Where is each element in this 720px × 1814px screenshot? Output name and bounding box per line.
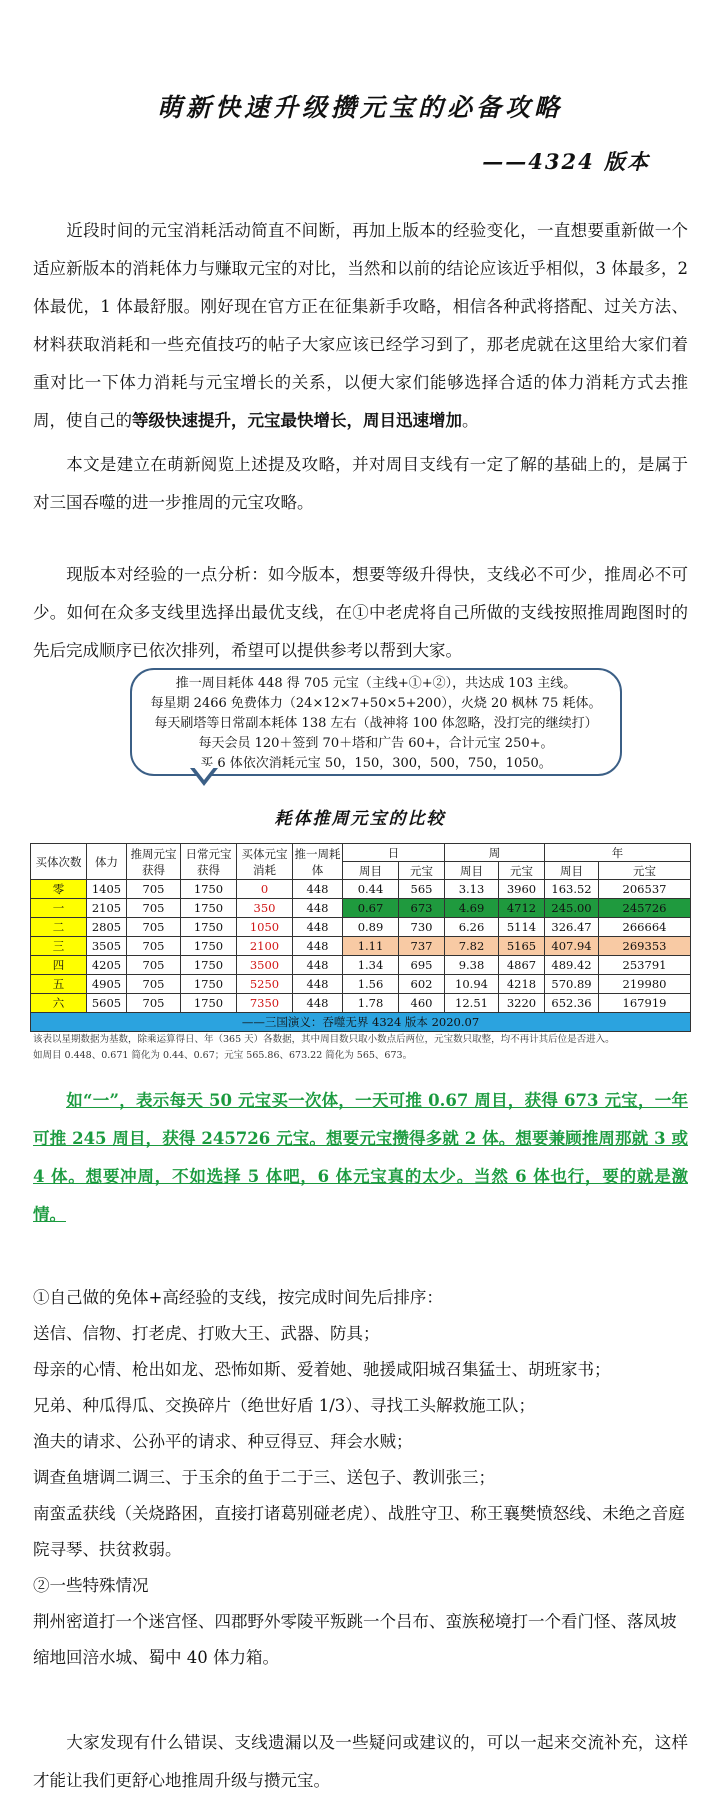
table-cell-d_y: 730 [399,918,445,937]
table-cell-d_c: 1.34 [343,956,399,975]
table-cell-y_y: 206537 [599,880,691,899]
table-cell-w_c: 7.82 [445,937,499,956]
table-cell-buy: 零 [31,880,87,899]
table-cell-d_c: 0.89 [343,918,399,937]
intro-paragraph-2: 本文是建立在萌新阅览上述提及攻略，并对周目支线有一定了解的基础上的，是属于对三国吞噬的进一步推周的元宝攻略。 [33,455,688,512]
table-row [31,975,691,994]
header-daily-gain: 日常元宝获得 [181,844,237,880]
table-cell-stamina: 2105 [87,899,127,918]
list-item: 送信、信物、打老虎、打败大王、武器、防具； [33,1324,380,1343]
intro-paragraph-1: 近段时间的元宝消耗活动简直不间断，再加上版本的经验变化，一直想要重新做一个适应新版本的消耗体力与赚取元宝的对比，当然和以前的结论应该近乎相似，3 体最多，2 体最优，1 体最舒服。刚好现在官方正在征集新手攻略，相信各种武将搭配、过关方法、材料获取消耗和一些充值技巧的帖子大家应该已经学习到了，那老虎就在这里给大家们着重对比一下体力消耗与元宝增长的关系，以便大家们能够选择合适的体力消耗方式去推周，使自己的等级快速提升，元宝最快增长，周目迅速增加。 [33,221,688,430]
table-cell-stamina: 4905 [87,975,127,994]
table-cell-w_c: 10.94 [445,975,499,994]
table-cell-y_c: 652.36 [545,994,599,1013]
table-cell-d_y: 737 [399,937,445,956]
table-cell-daily: 1750 [181,880,237,899]
table-cell-w_y: 4867 [499,956,545,975]
table-row [31,994,691,1013]
list-item: 南蛮孟获线（关烧路困，直接打诸葛别碰老虎）、战胜守卫、称王襄樊愤怒线、未绝之音庭院寻琴、扶贫救弱。 [33,1504,685,1559]
page-title: 萌新快速升级攒元宝的必备攻略 [156,93,563,122]
table-row [31,918,691,937]
header-day: 日 [343,844,445,862]
table-cell-stamina: 3505 [87,937,127,956]
table-cell-push: 705 [127,994,181,1013]
table-cell-push_st: 448 [293,994,343,1013]
table-cell-d_c: 0.67 [343,899,399,918]
note-line: 每天会员 120＋签到 70＋塔和广告 60+，合计元宝 250+。 [198,736,554,751]
table-cell-cost: 0 [237,880,293,899]
table-cell-w_y: 5165 [499,937,545,956]
table-cell-push: 705 [127,899,181,918]
table-cell-y_y: 269353 [599,937,691,956]
table-cell-push_st: 448 [293,975,343,994]
table-cell-d_y: 460 [399,994,445,1013]
header-buy-cost: 买体元宝消耗 [237,844,293,880]
table-cell-w_y: 4218 [499,975,545,994]
table-cell-w_y: 3220 [499,994,545,1013]
table-cell-d_y: 602 [399,975,445,994]
table-cell-w_c: 12.51 [445,994,499,1013]
table-cell-y_c: 245.00 [545,899,599,918]
table-cell-push_st: 448 [293,899,343,918]
table-cell-push_st: 448 [293,937,343,956]
table-cell-cost: 5250 [237,975,293,994]
comparison-table [30,843,691,1032]
table-cell-daily: 1750 [181,975,237,994]
table-cell-y_y: 266664 [599,918,691,937]
subheader-day-yuanbao: 元宝 [399,862,445,880]
subheader-week-yuanbao: 元宝 [499,862,545,880]
table-cell-stamina: 4205 [87,956,127,975]
header-push-gain: 推周元宝获得 [127,844,181,880]
table-cell-daily: 1750 [181,899,237,918]
table-cell-daily: 1750 [181,918,237,937]
table-row [31,880,691,899]
table-cell-y_c: 163.52 [545,880,599,899]
list-item: 兄弟、种瓜得瓜、交换碎片（绝世好盾 1/3）、寻找工头解救施工队； [33,1396,536,1415]
table-cell-cost: 2100 [237,937,293,956]
table-cell-push: 705 [127,937,181,956]
table-cell-push: 705 [127,918,181,937]
subheader-year-cycle: 周目 [545,862,599,880]
note-line: 每星期 2466 免费体力（24×12×7+50×5+200），火烧 20 枫林 75 耗体。 [150,696,602,711]
note-line: 推一周目耗体 448 得 705 元宝（主线+①+②），共达成 103 主线。 [175,676,577,691]
table-cell-stamina: 5605 [87,994,127,1013]
note-callout [130,668,622,776]
subheader-day-cycle: 周目 [343,862,399,880]
note-callout-tail-inner [193,766,215,780]
table-cell-w_y: 5114 [499,918,545,937]
table-cell-w_y: 3960 [499,880,545,899]
table-cell-y_c: 489.42 [545,956,599,975]
closing-paragraph: 大家发现有什么错误、支线遗漏以及一些疑问或建议的，可以一起来交流补充，这样才能让我们更舒心地推周升级与攒元宝。 [33,1733,688,1790]
table-cell-cost: 7350 [237,994,293,1013]
table-note-2: 如周目 0.448、0.671 简化为 0.44、0.67；元宝 565.86、673.22 简化为 565、673。 [33,1050,413,1061]
highlight-paragraph: 如“一”，表示每天 50 元宝买一次体，一天可推 0.67 周目，获得 673 元宝，一年可推 245 周目，获得 245726 元宝。想要元宝攒得多就 2 体。想要兼顾推周那就 3 或 4 体。想要冲周，不如选择 5 体吧，6 体元宝真的太少。当然 6 体也行，要的就是激情。 [33,1091,688,1224]
table-cell-daily: 1750 [181,937,237,956]
header-stamina: 体力 [87,844,127,880]
table-cell-push_st: 448 [293,918,343,937]
table-cell-w_c: 4.69 [445,899,499,918]
page-subtitle: ——4324 版本 [482,149,650,174]
table-note-1: 该表以星期数据为基数，除乘运算得日、年（365 天）各数据，其中周目数只取小数点后两位，元宝数只取整，均不再计其后位是否进入。 [33,1034,615,1045]
table-row [31,956,691,975]
table-cell-d_c: 1.78 [343,994,399,1013]
table-cell-push: 705 [127,956,181,975]
table-cell-d_c: 1.11 [343,937,399,956]
table-cell-stamina: 1405 [87,880,127,899]
intro-bold-phrase: 等级快速提升，元宝最快增长，周目迅速增加 [132,411,462,430]
table-cell-w_c: 9.38 [445,956,499,975]
table-cell-buy: 二 [31,918,87,937]
intro-paragraph-3: 现版本对经验的一点分析：如今版本，想要等级升得快，支线必不可少，推周必不可少。如何在众多支线里选择出最优支线，在①中老虎将自己所做的支线按照推周跑图时的先后完成顺序已依次排列，希望可以提供参考以帮到大家。 [33,565,688,660]
table-cell-y_y: 167919 [599,994,691,1013]
table-cell-d_y: 673 [399,899,445,918]
table-cell-d_c: 0.44 [343,880,399,899]
header-year: 年 [545,844,691,862]
table-cell-y_y: 253791 [599,956,691,975]
table-cell-y_c: 326.47 [545,918,599,937]
list-item: 荆州密道打一个迷宫怪、四郡野外零陵平叛跳一个吕布、蛮族秘境打一个看门怪、落凤坡缩地回涪水城、蜀中 40 体力箱。 [33,1612,677,1667]
table-cell-d_y: 565 [399,880,445,899]
subheader-week-cycle: 周目 [445,862,499,880]
table-cell-d_y: 695 [399,956,445,975]
table-cell-buy: 四 [31,956,87,975]
list-item: ①自己做的免体+高经验的支线，按完成时间先后排序： [33,1288,443,1307]
table-cell-push_st: 448 [293,956,343,975]
header-week: 周 [445,844,545,862]
table-cell-push: 705 [127,880,181,899]
table-row [31,937,691,956]
table-footer: ——三国演义：吞噬无界 4324 版本 2020.07 [31,1013,691,1032]
subheader-year-yuanbao: 元宝 [599,862,691,880]
branch-list [33,1280,688,1676]
table-cell-buy: 三 [31,937,87,956]
table-row [31,899,691,918]
table-cell-push_st: 448 [293,880,343,899]
table-cell-y_y: 245726 [599,899,691,918]
table-cell-buy: 五 [31,975,87,994]
table-cell-w_c: 3.13 [445,880,499,899]
table-cell-w_c: 6.26 [445,918,499,937]
list-item: 母亲的心情、枪出如龙、恐怖如斯、爱着她、驰援咸阳城召集猛士、胡班家书； [33,1360,611,1379]
table-cell-daily: 1750 [181,994,237,1013]
table-cell-y_c: 570.89 [545,975,599,994]
table-cell-y_c: 407.94 [545,937,599,956]
table-cell-daily: 1750 [181,956,237,975]
list-item: 调查鱼塘调二调三、于玉余的鱼于二于三、送包子、教训张三； [33,1468,495,1487]
table-cell-w_y: 4712 [499,899,545,918]
table-cell-d_c: 1.56 [343,975,399,994]
table-cell-cost: 350 [237,899,293,918]
table-cell-buy: 一 [31,899,87,918]
table-cell-stamina: 2805 [87,918,127,937]
table-cell-cost: 3500 [237,956,293,975]
table-cell-y_y: 219980 [599,975,691,994]
table-cell-cost: 1050 [237,918,293,937]
table-cell-push: 705 [127,975,181,994]
note-line: 每天刷塔等日常副本耗体 138 左右（战神将 100 体忽略，没打完的继续打） [154,716,598,731]
table-title: 耗体推周元宝的比较 [274,809,446,829]
table-cell-buy: 六 [31,994,87,1013]
header-buy: 买体次数 [31,844,87,880]
list-item: 渔夫的请求、公孙平的请求、种豆得豆、拜会水贼； [33,1432,413,1451]
list-item: ②一些特殊情况 [33,1576,149,1595]
note-line: 买 6 体依次消耗元宝 50，150，300，500，750，1050。 [200,756,552,771]
header-push-stamina: 推一周耗体 [293,844,343,880]
